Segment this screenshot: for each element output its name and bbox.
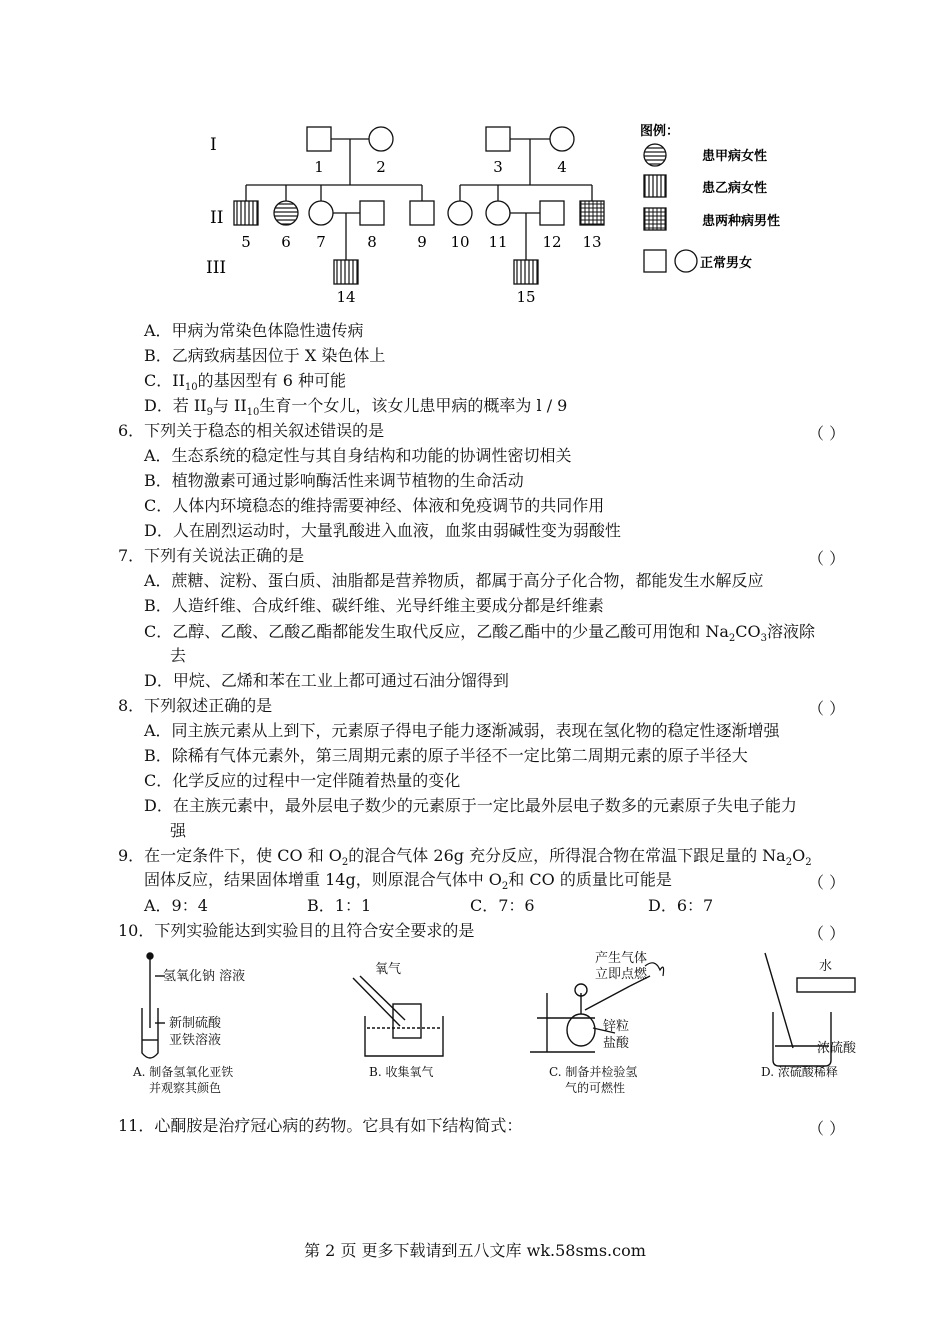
num-15: 15 <box>516 288 536 306</box>
legend-1: 患甲病女性 <box>702 149 768 164</box>
q7-option-a: A．蔗糖、淀粉、蛋白质、油脂都是营养物质，都属于高分子化合物，都能发生水解反应 <box>144 571 764 590</box>
q6-option-d: D．人在剧烈运动时，大量乳酸进入血液，血浆由弱碱性变为弱酸性 <box>144 521 621 540</box>
ind-12 <box>540 201 564 225</box>
num-10: 10 <box>450 233 470 251</box>
q7-option-b: B．人造纤维、合成纤维、碳纤维、光导纤维主要成分都是纤维素 <box>144 596 604 615</box>
gen-label-3: III <box>206 258 227 278</box>
gen-label-1: I <box>210 135 217 155</box>
legend-title: 图例： <box>640 124 680 139</box>
legend-4: 正常男女 <box>700 256 753 271</box>
num-14: 14 <box>336 288 356 306</box>
ind-5 <box>234 201 258 225</box>
legend-symbol-4a <box>644 250 666 272</box>
label-feso4-1: 新制硫酸 <box>169 1016 222 1031</box>
q8-option-c: C．化学反应的过程中一定伴随着热量的变化 <box>144 771 461 790</box>
q7-option-d: D．甲烷、乙烯和苯在工业上都可通过石油分馏得到 <box>144 671 509 690</box>
num-2: 2 <box>376 158 386 176</box>
legend-3: 患两种病男性 <box>702 214 781 229</box>
q9-stem-line1: 9．在一定条件下，使 CO 和 $O_2$的混合气体 26g 充分反应，所得混合物在常温下跟足量的 $Na_2O_2$ <box>118 846 812 869</box>
ind-15 <box>514 260 538 284</box>
label-o2: 氧气 <box>375 962 402 977</box>
num-3: 3 <box>493 158 503 176</box>
q10-answer-paren[interactable]: （ ） <box>808 924 846 943</box>
q9-option-a: A．9：4 <box>144 896 208 915</box>
q8-stem: 8．下列叙述正确的是 <box>118 696 273 715</box>
num-1: 1 <box>314 158 324 176</box>
ind-10 <box>448 201 472 225</box>
q5-option-b: B．乙病致病基因位于 X 染色体上 <box>144 346 386 365</box>
q9-option-d: D．6：7 <box>648 896 714 915</box>
caption-a-2: 并观察其颜色 <box>149 1081 222 1095</box>
q9-option-c: C．7：6 <box>470 896 535 915</box>
q7-answer-paren[interactable]: （ ） <box>808 549 846 568</box>
legend-symbol-2 <box>644 175 666 197</box>
q7-option-c: C．乙醇、乙酸、乙酸乙酯都能发生取代反应，乙酸乙酯中的少量乙酸可用饱和 $Na_2CO_3$溶液除 <box>144 622 815 645</box>
q7-option-c-cont: 去 <box>170 646 187 665</box>
q8-option-a: A．同主族元素从上到下，元素原子得电子能力逐渐减弱，表现在氢化物的稳定性逐渐增强 <box>144 721 780 740</box>
ind-14 <box>334 260 358 284</box>
q8-option-d: D．在主族元素中，最外层电子数少的元素原于一定比最外层电子数多的元素原子失电子能力 <box>144 796 797 815</box>
q11-answer-paren[interactable]: （ ） <box>808 1119 846 1138</box>
num-12: 12 <box>542 233 562 251</box>
ind-4 <box>550 127 574 151</box>
num-13: 13 <box>582 233 602 251</box>
q5-option-a: A．甲病为常染色体隐性遗传病 <box>144 321 364 340</box>
ind-13 <box>580 201 604 225</box>
q9-answer-paren[interactable]: （ ） <box>808 873 846 892</box>
q5-option-c: C．$II_{10}$的基因型有 6 种可能 <box>144 371 346 394</box>
num-8: 8 <box>367 233 377 251</box>
q6-stem: 6．下列关于稳态的相关叙述错误的是 <box>118 421 385 440</box>
num-5: 5 <box>241 233 251 251</box>
caption-d: D. 浓硫酸稀释 <box>761 1065 838 1079</box>
q8-answer-paren[interactable]: （ ） <box>808 699 846 718</box>
ind-1 <box>307 127 331 151</box>
num-6: 6 <box>281 233 291 251</box>
ind-6 <box>274 201 298 225</box>
ind-3 <box>486 127 510 151</box>
ind-2 <box>369 127 393 151</box>
caption-a-1: A. 制备氢氧化亚铁 <box>133 1065 234 1079</box>
q11-stem: 11．心酮胺是治疗冠心病的药物。它具有如下结构简式： <box>118 1116 523 1135</box>
ind-8 <box>360 201 384 225</box>
num-11: 11 <box>488 233 508 251</box>
q9-option-b: B．1：1 <box>307 896 372 915</box>
q6-option-c: C．人体内环境稳态的维持需要神经、体液和免疫调节的共同作用 <box>144 496 605 515</box>
num-4: 4 <box>557 158 567 176</box>
q5-option-d: D．若 $II_9$与 $II_{10}$生育一个女儿，该女儿患甲病的概率为 l / 9 <box>144 396 568 419</box>
label-feso4-2: 亚铁溶液 <box>169 1033 222 1048</box>
legend-symbol-4b <box>675 250 697 272</box>
label-h2so4: 浓硫酸 <box>817 1041 857 1056</box>
num-9: 9 <box>417 233 427 251</box>
page-footer: 第 2 页 更多下载请到五八文库 wk.58sms.com <box>304 1241 646 1260</box>
label-gas-2: 立即点燃 <box>595 967 648 982</box>
label-zn: 锌粒 <box>603 1019 630 1034</box>
q8-option-b: B．除稀有气体元素外，第三周期元素的原子半径不一定比第二周期元素的原子半径大 <box>144 746 748 765</box>
q6-answer-paren[interactable]: （ ） <box>808 424 846 443</box>
pedigree-chart <box>200 115 820 315</box>
ind-7 <box>309 201 333 225</box>
label-gas-1: 产生气体 <box>595 951 648 966</box>
caption-b: B. 收集氧气 <box>369 1065 434 1079</box>
q10-stem: 10．下列实验能达到实验目的且符合安全要求的是 <box>118 921 475 940</box>
legend-2: 患乙病女性 <box>702 181 768 196</box>
label-naoh: 氢氧化钠 溶液 <box>163 969 246 984</box>
q8-option-d-cont: 强 <box>170 821 187 840</box>
q6-option-a: A．生态系统的稳定性与其自身结构和功能的协调性密切相关 <box>144 446 572 465</box>
gen-label-2: II <box>210 208 224 228</box>
legend-symbol-1 <box>644 144 666 166</box>
caption-c-1: C. 制备并检验氢 <box>549 1065 638 1079</box>
num-7: 7 <box>316 233 326 251</box>
q10-apparatus-figure <box>125 948 865 1098</box>
caption-c-2: 气的可燃性 <box>565 1081 626 1095</box>
legend-symbol-3 <box>644 208 666 230</box>
q6-option-b: B．植物激素可通过影响酶活性来调节植物的生命活动 <box>144 471 524 490</box>
q7-stem: 7．下列有关说法正确的是 <box>118 546 305 565</box>
ind-11 <box>486 201 510 225</box>
label-hcl: 盐酸 <box>603 1036 630 1051</box>
ind-9 <box>410 201 434 225</box>
q9-stem-line2: 固体反应，结果固体增重 14g，则原混合气体中 $O_2$和 CO 的质量比可能是 <box>144 870 672 893</box>
label-water: 水 <box>819 959 833 974</box>
